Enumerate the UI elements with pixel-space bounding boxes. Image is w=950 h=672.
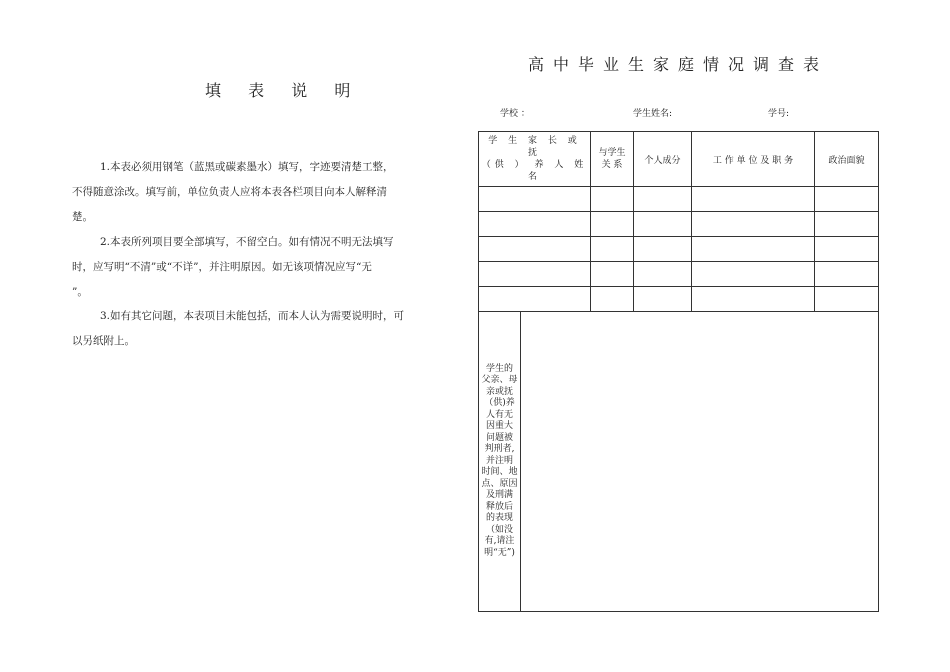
instruction-line: 不得随意涂改。填写前，单位负责人应将本表各栏项目向本人解释清: [72, 186, 387, 198]
note-line: 并注明: [485, 455, 513, 466]
instruction-item-1: [72, 155, 432, 230]
criminal-record-answer-cell[interactable]: [521, 312, 879, 612]
instruction-line: ”。: [72, 286, 88, 298]
instruction-line: 2.本表所列项目要全部填写，不留空白。如有情况不明无法填写: [100, 236, 394, 248]
student-number-label: 学号:: [768, 109, 790, 119]
guardian-name-cell[interactable]: [479, 287, 591, 312]
instruction-line: 1.本表必须用钢笔（蓝黑或碳素墨水）填写，字迹要清楚工整，: [100, 161, 394, 173]
note-line: 明“无”): [484, 547, 515, 558]
header-line: 关 系: [601, 160, 623, 170]
note-line: （如没: [485, 524, 513, 535]
workplace-cell[interactable]: [692, 262, 815, 287]
political-cell[interactable]: [815, 187, 879, 212]
note-line: 人有无: [485, 409, 513, 420]
status-cell[interactable]: [634, 212, 692, 237]
header-line: 学 生 家 长 或 抚: [488, 136, 581, 158]
student-name-label: 学生姓名:: [633, 109, 673, 119]
political-cell[interactable]: [815, 237, 879, 262]
table-header-row: [479, 132, 879, 187]
table-row: [479, 287, 879, 312]
political-cell[interactable]: [815, 262, 879, 287]
status-header: 个人成分: [634, 132, 692, 187]
school-label: 学校 ：: [500, 109, 530, 119]
note-line: 判刑者,: [484, 444, 515, 455]
workplace-cell[interactable]: [692, 287, 815, 312]
table-row: [479, 212, 879, 237]
guardian-name-cell[interactable]: [479, 187, 591, 212]
header-line: （供 ） 养 人 姓 名: [481, 160, 588, 182]
title-char: 说: [291, 81, 308, 100]
instruction-line: 时，应写明“不清”或“不详”，并注明原因。如无该项情况应写“无: [72, 261, 372, 273]
workplace-cell[interactable]: [692, 212, 815, 237]
note-line: 释放后: [485, 501, 513, 512]
criminal-record-label: [479, 312, 521, 612]
note-line: 有,请注: [484, 536, 515, 547]
form-title: 高中毕业生家庭情况调查表: [528, 55, 829, 74]
note-line: 父亲、母: [481, 375, 518, 386]
instructions-title: [205, 78, 372, 101]
criminal-record-row: [479, 312, 879, 612]
status-cell[interactable]: [634, 187, 692, 212]
workplace-cell[interactable]: [692, 237, 815, 262]
status-cell[interactable]: [634, 237, 692, 262]
status-cell[interactable]: [634, 287, 692, 312]
instruction-line: 3.如有其它问题，本表项目未能包括，而本人认为需要说明时，可: [100, 310, 405, 322]
political-cell[interactable]: [815, 212, 879, 237]
relation-cell[interactable]: [591, 287, 634, 312]
relation-cell[interactable]: [591, 187, 634, 212]
relation-cell[interactable]: [591, 212, 634, 237]
note-line: （供)养: [484, 398, 515, 409]
guardian-name-cell[interactable]: [479, 237, 591, 262]
instruction-line: 楚。: [72, 211, 93, 223]
guardian-name-header: [479, 132, 591, 187]
note-line: 及刑满: [485, 490, 513, 501]
note-line: 学生的: [485, 363, 513, 374]
table-row: [479, 237, 879, 262]
title-char: 表: [248, 81, 265, 100]
family-survey-table: [478, 131, 879, 612]
political-header: 政治面貌: [815, 132, 879, 187]
note-line: 因重大: [485, 421, 513, 432]
title-char: 明: [334, 81, 351, 100]
workplace-cell[interactable]: [692, 187, 815, 212]
note-line: 点、原因: [481, 478, 518, 489]
table-row: [479, 262, 879, 287]
guardian-name-cell[interactable]: [479, 262, 591, 287]
relation-header: [591, 132, 634, 187]
header-line: 与学生: [598, 148, 626, 158]
relation-cell[interactable]: [591, 262, 634, 287]
instruction-item-3: [72, 304, 432, 354]
note-line: 问题被: [485, 432, 513, 443]
title-char: 填: [205, 81, 222, 100]
table-row: [479, 187, 879, 212]
note-line: 的表现: [485, 513, 513, 524]
note-line: 时间、地: [481, 467, 518, 478]
relation-cell[interactable]: [591, 237, 634, 262]
instruction-item-2: [72, 230, 432, 305]
workplace-header: 工 作 单 位 及 职 务: [692, 132, 815, 187]
political-cell[interactable]: [815, 287, 879, 312]
guardian-name-cell[interactable]: [479, 212, 591, 237]
instruction-line: 以另纸附上。: [72, 335, 135, 347]
note-line: 亲或抚: [485, 386, 513, 397]
status-cell[interactable]: [634, 262, 692, 287]
